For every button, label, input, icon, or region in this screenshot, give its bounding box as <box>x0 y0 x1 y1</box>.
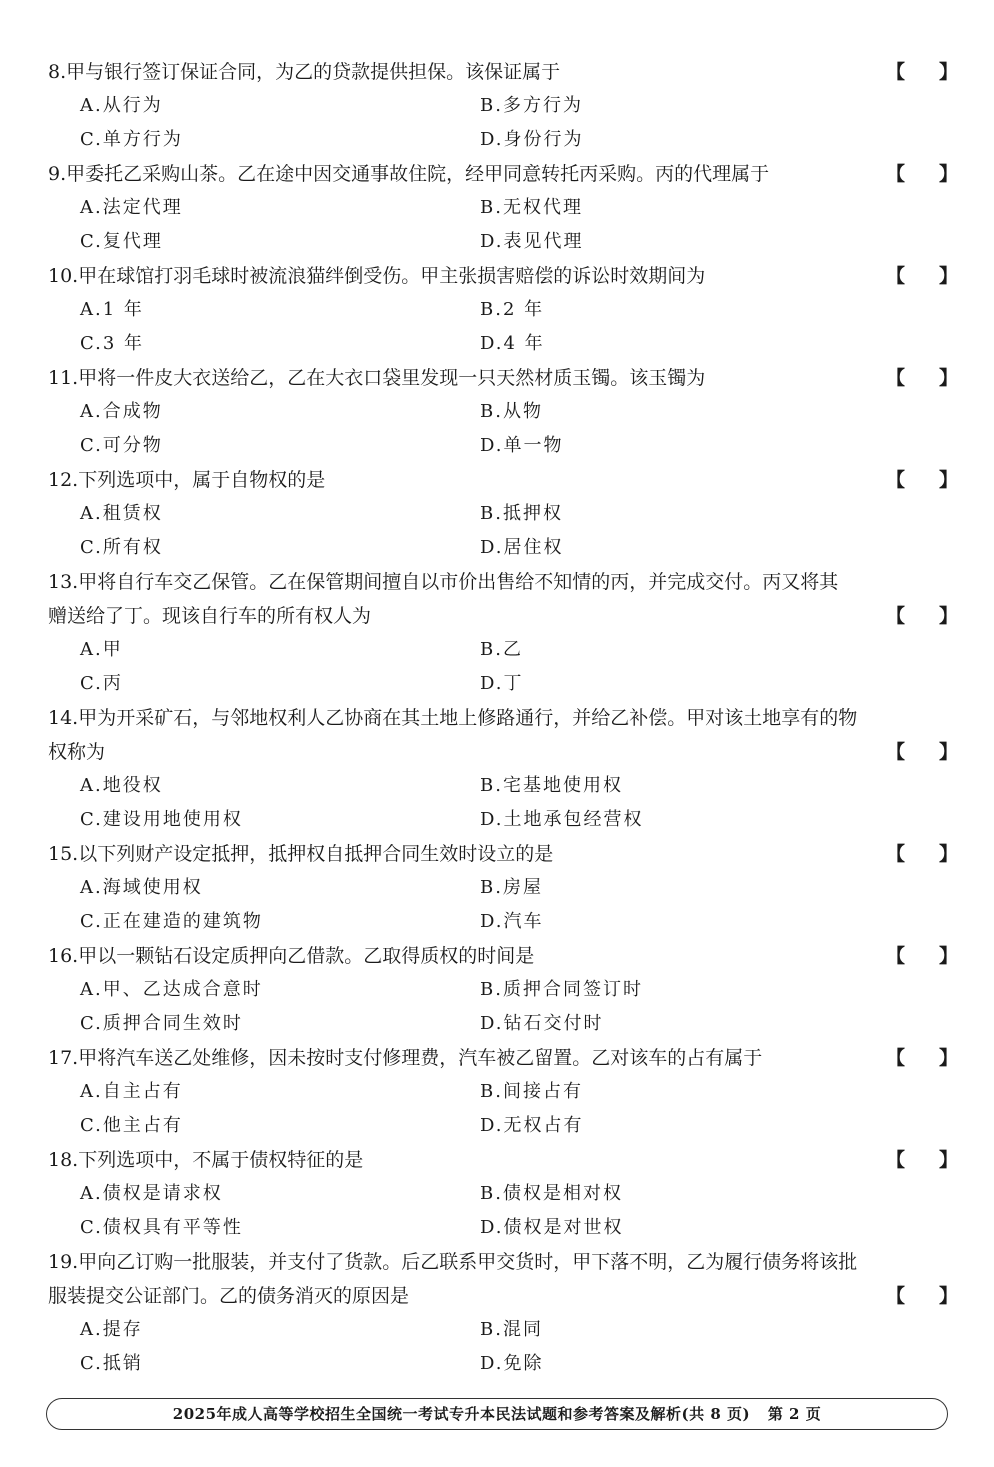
answer-bracket <box>886 735 958 769</box>
answer-bracket-open: 【 <box>886 605 906 627</box>
question-stem <box>48 1245 958 1313</box>
question-stem-line: 16.甲以一颗钻石设定质押向乙借款。乙取得质权的时间是 <box>48 945 535 967</box>
question-stem-line: 15.以下列财产设定抵押，抵押权自抵押合同生效时设立的是 <box>48 843 554 865</box>
question-stem-line: 13.甲将自行车交乙保管。乙在保管期间擅自以市价出售给不知情的丙，并完成交付。丙又将其 <box>48 571 839 593</box>
option-row <box>48 1347 958 1381</box>
answer-bracket-open: 【 <box>886 843 906 865</box>
question-item <box>48 361 958 463</box>
option-a: A.债权是请求权 <box>80 1183 223 1204</box>
option-a: A.从行为 <box>80 95 163 116</box>
question-stem <box>48 55 958 89</box>
answer-bracket-close: 】 <box>938 367 958 389</box>
question-item <box>48 157 958 259</box>
question-item <box>48 1245 958 1381</box>
answer-bracket <box>886 939 958 973</box>
option-row <box>48 497 958 531</box>
answer-bracket <box>886 837 958 871</box>
answer-bracket-close: 】 <box>938 61 958 83</box>
option-row <box>48 89 958 123</box>
page-footer <box>46 1398 948 1430</box>
option-row <box>48 1007 958 1041</box>
question-stem <box>48 701 958 769</box>
answer-bracket <box>886 599 958 633</box>
option-row <box>48 327 958 361</box>
option-c: C.单方行为 <box>80 129 183 150</box>
option-b: B.2 年 <box>480 299 545 320</box>
option-c: C.可分物 <box>80 435 163 456</box>
option-a: A.租赁权 <box>80 503 163 524</box>
option-d: D.单一物 <box>480 435 564 456</box>
option-row <box>48 1075 958 1109</box>
option-row <box>48 293 958 327</box>
question-stem <box>48 463 958 497</box>
question-item <box>48 1041 958 1143</box>
question-item <box>48 837 958 939</box>
answer-bracket <box>886 259 958 293</box>
question-item <box>48 1143 958 1245</box>
answer-bracket <box>886 55 958 89</box>
option-b: B.从物 <box>480 401 543 422</box>
option-row <box>48 191 958 225</box>
option-c: C.正在建造的建筑物 <box>80 911 263 932</box>
option-row <box>48 225 958 259</box>
question-stem-line: 17.甲将汽车送乙处维修，因未按时支付修理费，汽车被乙留置。乙对该车的占有属于 <box>48 1047 763 1069</box>
option-a: A.1 年 <box>80 299 144 320</box>
question-stem-line: 14.甲为开采矿石，与邻地权利人乙协商在其土地上修路通行，并给乙补偿。甲对该土地享有的物 <box>48 707 858 729</box>
option-d: D.土地承包经营权 <box>480 809 644 830</box>
option-b: B.债权是相对权 <box>480 1183 623 1204</box>
option-d: D.钻石交付时 <box>480 1013 604 1034</box>
question-stem-line: 9.甲委托乙采购山茶。乙在途中因交通事故住院，经甲同意转托丙采购。丙的代理属于 <box>48 163 770 185</box>
question-stem-line: 服装提交公证部门。乙的债务消灭的原因是 <box>48 1285 410 1307</box>
footer-title: 2025年成人高等学校招生全国统一考试专升本民法试题和参考答案及解析(共 8 页) <box>172 1405 751 1423</box>
option-row <box>48 905 958 939</box>
option-b: B.质押合同签订时 <box>480 979 643 1000</box>
question-item <box>48 701 958 837</box>
option-row <box>48 769 958 803</box>
option-d: D.债权是对世权 <box>480 1217 624 1238</box>
option-c: C.他主占有 <box>80 1115 183 1136</box>
option-d: D.居住权 <box>480 537 564 558</box>
option-d: D.丁 <box>480 673 524 694</box>
answer-bracket <box>886 1041 958 1075</box>
option-c: C.所有权 <box>80 537 163 558</box>
answer-bracket-close: 】 <box>938 843 958 865</box>
question-stem-line: 18.下列选项中，不属于债权特征的是 <box>48 1149 364 1171</box>
option-c: C.3 年 <box>80 333 145 354</box>
option-d: D.表见代理 <box>480 231 584 252</box>
option-a: A.海域使用权 <box>80 877 203 898</box>
option-c: C.丙 <box>80 673 123 694</box>
option-a: A.地役权 <box>80 775 163 796</box>
answer-bracket <box>886 1143 958 1177</box>
option-b: B.间接占有 <box>480 1081 583 1102</box>
option-row <box>48 1109 958 1143</box>
option-c: C.复代理 <box>80 231 163 252</box>
option-d: D.4 年 <box>480 333 545 354</box>
answer-bracket-open: 【 <box>886 61 906 83</box>
option-b: B.宅基地使用权 <box>480 775 623 796</box>
option-row <box>48 429 958 463</box>
footer-page-number: 第 2 页 <box>767 1405 822 1423</box>
question-list <box>48 55 958 1381</box>
option-c: C.质押合同生效时 <box>80 1013 243 1034</box>
answer-bracket-open: 【 <box>886 1149 906 1171</box>
question-stem <box>48 939 958 973</box>
option-c: C.抵销 <box>80 1353 143 1374</box>
answer-bracket-close: 】 <box>938 605 958 627</box>
option-row <box>48 1211 958 1245</box>
question-stem-line: 11.甲将一件皮大衣送给乙，乙在大衣口袋里发现一只天然材质玉镯。该玉镯为 <box>48 367 706 389</box>
question-item <box>48 259 958 361</box>
option-row <box>48 633 958 667</box>
answer-bracket <box>886 361 958 395</box>
answer-bracket-close: 】 <box>938 1047 958 1069</box>
question-stem-line: 10.甲在球馆打羽毛球时被流浪猫绊倒受伤。甲主张损害赔偿的诉讼时效期间为 <box>48 265 706 287</box>
option-b: B.无权代理 <box>480 197 583 218</box>
question-stem <box>48 1041 958 1075</box>
option-row <box>48 395 958 429</box>
option-d: D.身份行为 <box>480 129 584 150</box>
answer-bracket-open: 【 <box>886 367 906 389</box>
option-a: A.法定代理 <box>80 197 183 218</box>
option-b: B.多方行为 <box>480 95 583 116</box>
question-stem-line: 权称为 <box>48 741 106 763</box>
answer-bracket-close: 】 <box>938 1149 958 1171</box>
option-row <box>48 123 958 157</box>
question-stem-line: 19.甲向乙订购一批服装，并支付了货款。后乙联系甲交货时，甲下落不明，乙为履行债务将该批 <box>48 1251 858 1273</box>
question-stem <box>48 837 958 871</box>
question-stem-line: 12.下列选项中，属于自物权的是 <box>48 469 326 491</box>
option-d: D.免除 <box>480 1353 544 1374</box>
answer-bracket-open: 【 <box>886 163 906 185</box>
option-row <box>48 1313 958 1347</box>
option-b: B.乙 <box>480 639 523 660</box>
answer-bracket-close: 】 <box>938 1285 958 1307</box>
answer-bracket-open: 【 <box>886 265 906 287</box>
option-row <box>48 1177 958 1211</box>
answer-bracket-open: 【 <box>886 1285 906 1307</box>
answer-bracket <box>886 463 958 497</box>
answer-bracket-close: 】 <box>938 741 958 763</box>
option-row <box>48 531 958 565</box>
option-b: B.混同 <box>480 1319 543 1340</box>
option-a: A.合成物 <box>80 401 163 422</box>
option-a: A.提存 <box>80 1319 143 1340</box>
option-a: A.甲、乙达成合意时 <box>80 979 263 1000</box>
answer-bracket <box>886 1279 958 1313</box>
answer-bracket-close: 】 <box>938 469 958 491</box>
answer-bracket-close: 】 <box>938 945 958 967</box>
option-a: A.自主占有 <box>80 1081 183 1102</box>
option-row <box>48 667 958 701</box>
answer-bracket-close: 】 <box>938 265 958 287</box>
question-stem <box>48 259 958 293</box>
option-b: B.房屋 <box>480 877 543 898</box>
option-d: D.汽车 <box>480 911 544 932</box>
answer-bracket-open: 【 <box>886 741 906 763</box>
question-item <box>48 939 958 1041</box>
question-item <box>48 565 958 701</box>
option-c: C.债权具有平等性 <box>80 1217 243 1238</box>
question-item <box>48 463 958 565</box>
question-item <box>48 55 958 157</box>
answer-bracket <box>886 157 958 191</box>
option-row <box>48 871 958 905</box>
question-stem <box>48 361 958 395</box>
answer-bracket-open: 【 <box>886 469 906 491</box>
option-b: B.抵押权 <box>480 503 563 524</box>
option-a: A.甲 <box>80 639 123 660</box>
question-stem-line: 赠送给了丁。现该自行车的所有权人为 <box>48 605 372 627</box>
question-stem <box>48 565 958 633</box>
option-c: C.建设用地使用权 <box>80 809 243 830</box>
option-row <box>48 803 958 837</box>
option-d: D.无权占有 <box>480 1115 584 1136</box>
answer-bracket-close: 】 <box>938 163 958 185</box>
answer-bracket-open: 【 <box>886 945 906 967</box>
question-stem <box>48 1143 958 1177</box>
answer-bracket-open: 【 <box>886 1047 906 1069</box>
question-stem <box>48 157 958 191</box>
option-row <box>48 973 958 1007</box>
question-stem-line: 8.甲与银行签订保证合同，为乙的贷款提供担保。该保证属于 <box>48 61 561 83</box>
